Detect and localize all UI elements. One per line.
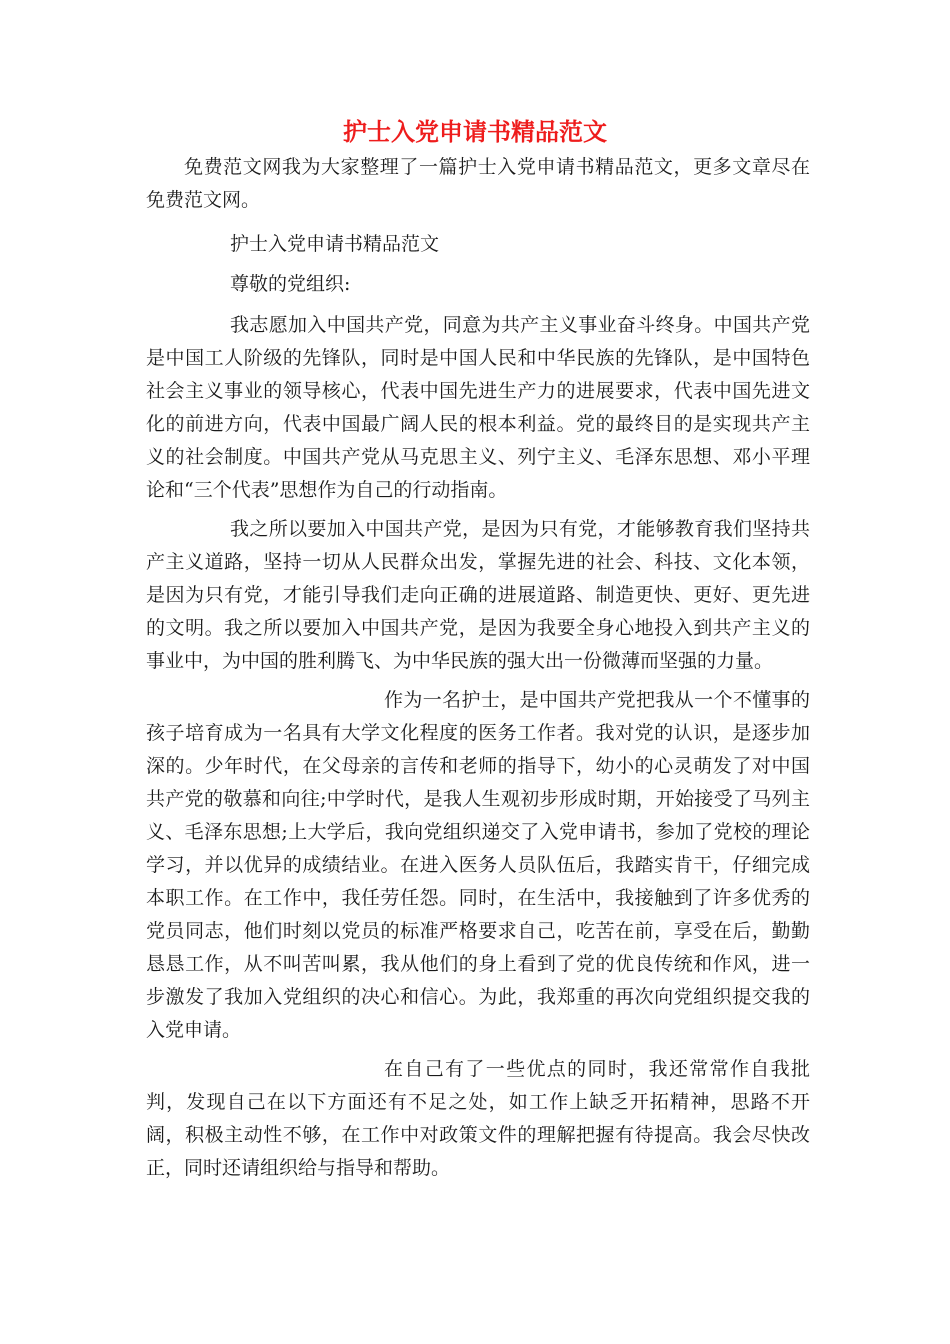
subtitle-text: 护士入党申请书精品范文 (230, 233, 440, 255)
body-paragraph-1 (146, 309, 810, 507)
paragraph-text: 作为一名护士，是中国共产党把我从一个不懂事的孩子培育成为一名具有大学文化程度的医务工作者。我对党的认识，是逐步加深的。少年时代，在父母亲的言传和老师的指导下，幼小的心灵萌发了对中国共产党的敬慕和向往;中学时代，是我人生观初步形成时期，开始接受了马列主义、毛泽东思想;上大学后，我向党组织递交了入党申请书，参加了党校的理论学习，并以优异的成绩结业。在进入医务人员队伍后，我踏实肯干，仔细完成本职工作。在工作中，我任劳任怨。同时，在生活中，我接触到了许多优秀的党员同志，他们时刻以党员的标准严格要求自己，吃苦在前，享受在后，勤勤恳恳工作，从不叫苦叫累，我从他们的身上看到了党的优良传统和作风，进一步激发了我加入党组织的决心和信心。为此，我郑重的再次向党组织提交我的入党申请。 (146, 689, 810, 1041)
intro-paragraph (146, 151, 810, 217)
salutation (146, 268, 810, 301)
body-paragraph-4 (146, 1053, 810, 1185)
document-subtitle (146, 228, 810, 261)
paragraph-text: 我之所以要加入中国共产党，是因为只有党，才能够教育我们坚持共产主义道路，坚持一切从人民群众出发，掌握先进的社会、科技、文化本领，是因为只有党，才能引导我们走向正确的进展道路、制造更快、更好、更先进的文明。我之所以要加入中国共产党，是因为我要全身心地投入到共产主义的事业中，为中国的胜利腾飞、为中华民族的强大出一份微薄而坚强的力量。 (146, 518, 810, 672)
salutation-text: 尊敬的党组织: (230, 273, 351, 295)
document-title: 护士入党申请书精品范文 (343, 118, 607, 146)
body-paragraph-2 (146, 513, 810, 678)
body-paragraph-3 (146, 684, 810, 1047)
paragraph-text: 在自己有了一些优点的同时，我还常常作自我批判，发现自己在以下方面还有不足之处，如工作上缺乏开拓精神，思路不开阔，积极主动性不够，在工作中对政策文件的理解把握有待提高。我会尽快改正，同时还请组织给与指导和帮助。 (146, 1058, 810, 1179)
paragraph-text: 我志愿加入中国共产党，同意为共产主义事业奋斗终身。中国共产党是中国工人阶级的先锋队，同时是中国人民和中华民族的先锋队，是中国特色社会主义事业的领导核心，代表中国先进生产力的进展要求，代表中国先进文化的前进方向，代表中国最广阔人民的根本利益。党的最终目的是实现共产主义的社会制度。中国共产党从马克思主义、列宁主义、毛泽东思想、邓小平理论和“三个代表”思想作为自己的行动指南。 (146, 314, 810, 501)
intro-text: 免费范文网我为大家整理了一篇护士入党申请书精品范文，更多文章尽在免费范文网。 (146, 156, 810, 211)
